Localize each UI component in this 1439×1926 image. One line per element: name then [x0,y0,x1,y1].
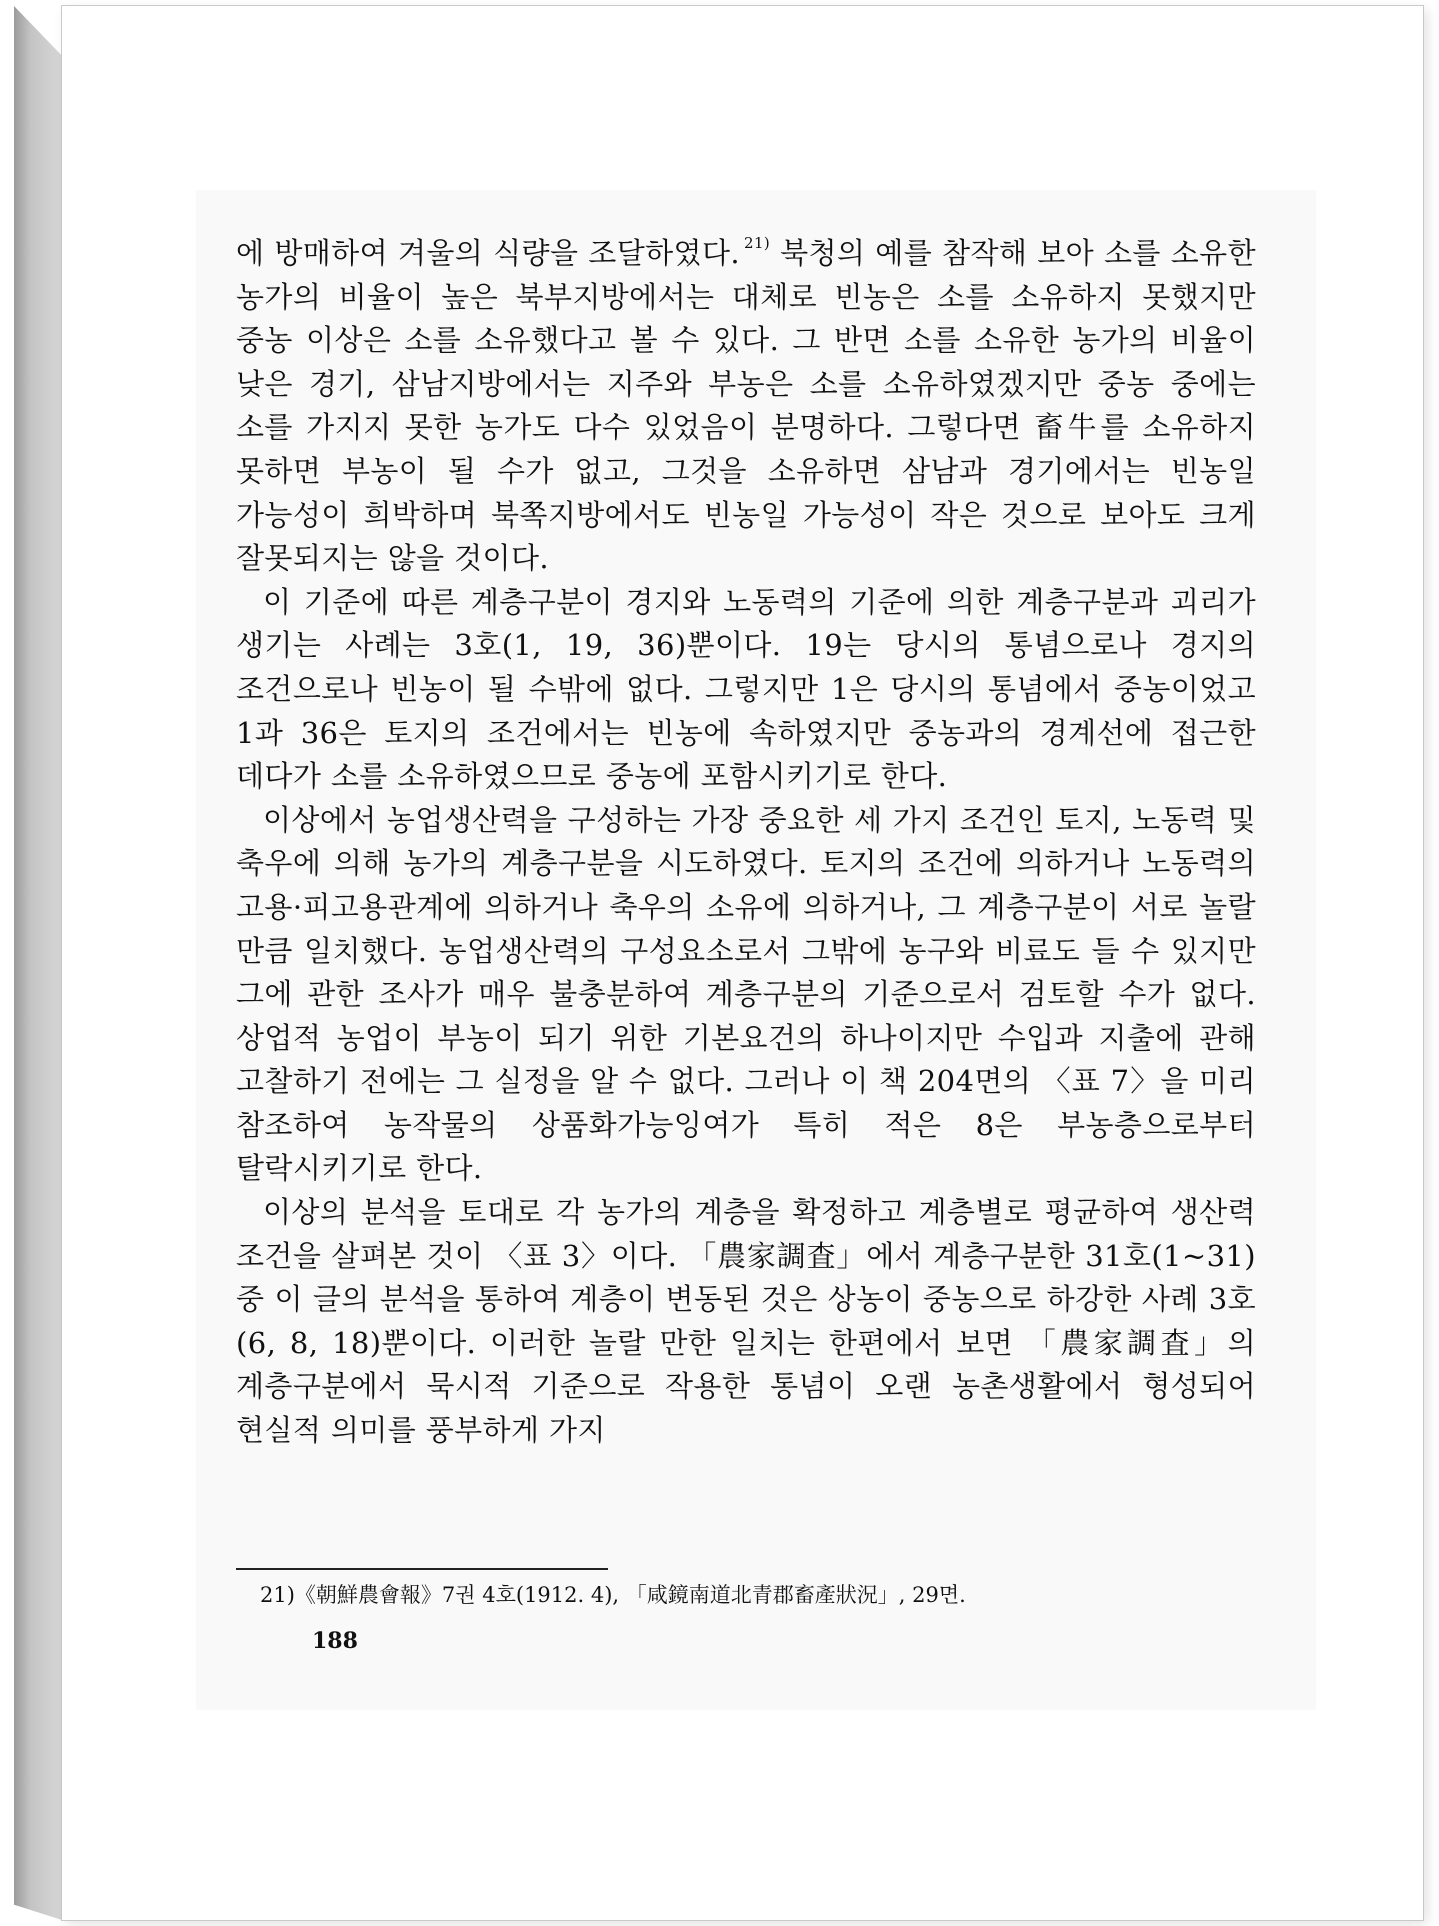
paragraph-3: 이상에서 농업생산력을 구성하는 가장 중요한 세 가지 조건인 토지, 노동력 및 축우에 의해 농가의 계층구분을 시도하였다. 토지의 조건에 의하거나 노동력의 고용·피고용관계에 의하거나 축우의 소유에 의하거나, 그 계층구분이 서로 놀랄 만큼 일치했다. 농업생산력의 구성요소로서 그밖에 농구와 비료도 들 수 있지만 그에 관한 조사가 매우 불충분하여 계층구분의 기준으로서 검토할 수가 없다. 상업적 농업이 부농이 되기 위한 기본요건의 하나이지만 수입과 지출에 관해 고찰하기 전에는 그 실정을 알 수 없다. 그러나 이 책 204면의 〈표 7〉을 미리 참조하여 농작물의 상품화가능잉여가 특히 적은 8은 부농층으로부터 탈락시키기로 한다. [236,802,1256,1186]
paragraph-2: 이 기준에 따른 계층구분이 경지와 노동력의 기준에 의한 계층구분과 괴리가 생기는 사례는 3호(1, 19, 36)뿐이다. 19는 당시의 통념으로나 경지의 조건으로나 빈농이 될 수밖에 없다. 그렇지만 1은 당시의 통념에서 중농이었고 1과 36은 토지의 조건에서는 빈농에 속하였지만 중농과의 경계선에 접근한 데다가 소를 소유하였으므로 중농에 포함시키기로 한다. [236,584,1256,794]
body-text [236,232,1256,1453]
book-spine [14,6,62,1920]
footnote-reference: 21) [744,234,771,253]
page-number: 188 [312,1628,358,1654]
paragraph-1-continuation: 북청의 예를 참작해 보아 소를 소유한 농가의 비율이 높은 북부지방에서는 대체로 빈농은 소를 소유하지 못했지만 중농 이상은 소를 소유했다고 볼 수 있다. 그 반면 소를 소유한 농가의 비율이 낮은 경기, 삼남지방에서는 지주와 부농은 소를 소유하였겠지만 중농 중에는 소를 가지지 못한 농가도 다수 있었음이 분명하다. 그렇다면 畜牛를 소유하지 못하면 부농이 될 수가 없고, 그것을 소유하면 삼남과 경기에서는 빈농일 가능성이 희박하며 북쪽지방에서도 빈농일 가능성이 작은 것으로 보아도 크게 잘못되지는 않을 것이다. [236,236,1256,576]
footnote-divider [236,1568,608,1570]
paragraph-1 [236,232,1256,581]
footnote: 21)《朝鮮農會報》7권 4호(1912. 4), 「咸鏡南道北青郡畜產狀況」, 29면. [260,1583,966,1607]
paragraph-1-start: 에 방매하여 겨울의 식량을 조달하였다. [236,236,740,270]
paragraph-4: 이상의 분석을 토대로 각 농가의 계층을 확정하고 계층별로 평균하여 생산력 조건을 살펴본 것이 〈표 3〉이다. 「農家調査」에서 계층구분한 31호(1~31) 중 이 글의 분석을 통하여 계층이 변동된 것은 상농이 중농으로 하강한 사례 3호(6, 8, 18)뿐이다. 이러한 놀랄 만한 일치는 한편에서 보면 「農家調査」의 계층구분에서 묵시적 기준으로 작용한 통념이 오랜 농촌생활에서 형성되어 현실적 의미를 풍부하게 가지 [236,1195,1256,1448]
